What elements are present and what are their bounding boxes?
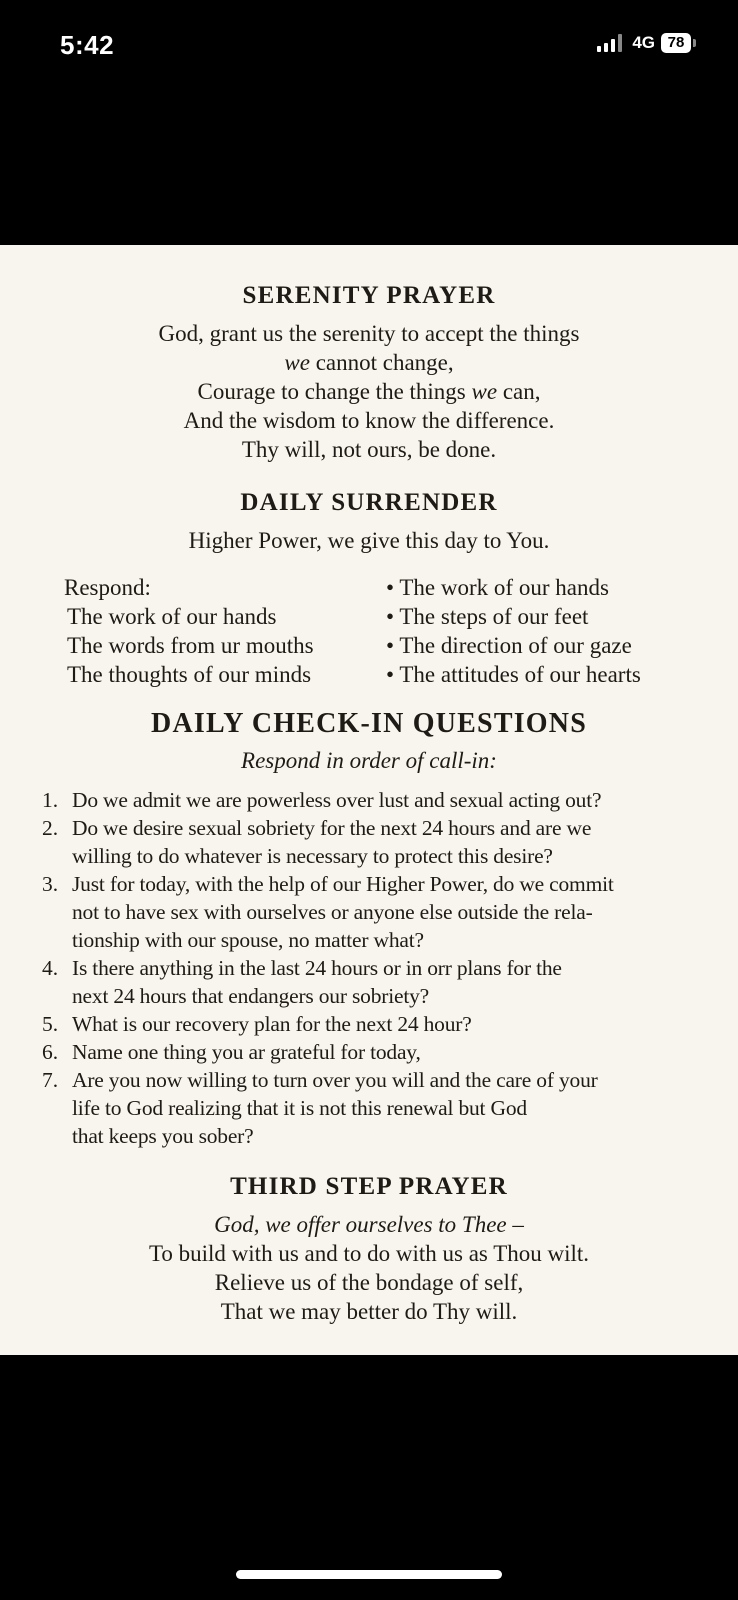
battery-icon <box>661 33 696 53</box>
question-text: Do we admit we are powerless over lust and sexual acting out? <box>72 788 602 812</box>
serenity-line-5: Thy will, not ours, be done. <box>241 437 497 462</box>
surrender-left-item: Respond: <box>64 575 151 600</box>
surrender-right-item: • The attitudes of our hearts <box>386 662 641 687</box>
third-step-line-2: To build with us and to do with us as Thou wilt. <box>148 1241 590 1266</box>
document-page <box>0 245 738 1355</box>
status-time: 5:42 <box>60 30 115 60</box>
serenity-line-3-post: can, <box>497 379 541 404</box>
question-text: Are you now willing to turn over you will and the care of your <box>72 1068 598 1092</box>
serenity-line-4: And the wisdom to know the difference. <box>183 408 555 433</box>
status-icons <box>597 33 696 53</box>
battery-level: 78 <box>661 33 691 53</box>
question-text: willing to do whatever is necessary to protect this desire? <box>72 844 553 868</box>
serenity-prayer-title: SERENITY PRAYER <box>242 282 496 309</box>
status-bar <box>0 0 738 96</box>
question-text: next 24 hours that endangers our sobriety? <box>72 984 430 1008</box>
surrender-intro: Higher Power, we give this day to You. <box>188 528 550 553</box>
serenity-line-2-text: cannot change, <box>309 350 454 375</box>
daily-surrender-title: DAILY SURRENDER <box>240 489 498 516</box>
serenity-line-3-pre: Courage to change the things <box>197 379 472 404</box>
question-text: that keeps you sober? <box>72 1124 254 1148</box>
question-text: Is there anything in the last 24 hours or in orr plans for the <box>72 956 562 980</box>
checkin-subtitle: Respond in order of call-in: <box>241 748 497 773</box>
question-number: 4. <box>42 956 59 980</box>
home-indicator[interactable] <box>236 1570 502 1579</box>
question-number: 3. <box>42 872 59 896</box>
surrender-left-item: The thoughts of our minds <box>67 662 312 687</box>
question-number: 1. <box>42 788 59 812</box>
question-text: not to have sex with ourselves or anyone else outside the rela- <box>72 900 593 924</box>
question-number: 2. <box>42 816 59 840</box>
question-number: 6. <box>42 1040 59 1064</box>
surrender-right-item: • The direction of our gaze <box>386 633 632 658</box>
surrender-right-item: • The steps of our feet <box>386 604 589 629</box>
surrender-right-item: • The work of our hands <box>386 575 609 600</box>
question-text: life to God realizing that it is not this renewal but God <box>72 1096 527 1120</box>
third-step-line-4: That we may better do Thy will. <box>220 1299 518 1324</box>
question-number: 5. <box>42 1012 59 1036</box>
question-number: 7. <box>42 1068 59 1092</box>
question-text: Do we desire sexual sobriety for the next 24 hours and are we <box>72 816 592 840</box>
third-step-prayer-title: THIRD STEP PRAYER <box>230 1173 508 1200</box>
question-text: Just for today, with the help of our Higher Power, do we commit <box>72 872 614 896</box>
network-type: 4G <box>632 33 655 52</box>
serenity-line-1: God, grant us the serenity to accept the things <box>158 321 580 346</box>
question-text: Name one thing you ar grateful for today, <box>72 1040 421 1064</box>
surrender-left-item: The work of our hands <box>67 604 277 629</box>
third-step-line-1: God, we offer ourselves to Thee – <box>214 1212 524 1237</box>
serenity-line-2-emphasis: we <box>284 350 310 375</box>
serenity-line-3 <box>0 379 738 405</box>
checkin-title: DAILY CHECK-IN QUESTIONS <box>151 708 587 739</box>
question-text: tionship with our spouse, no matter what? <box>72 928 424 952</box>
serenity-line-2 <box>0 350 738 376</box>
third-step-line-3: Relieve us of the bondage of self, <box>214 1270 524 1295</box>
surrender-left-item: The words from ur mouths <box>67 633 314 658</box>
cellular-signal-icon <box>597 34 622 52</box>
question-text: What is our recovery plan for the next 24 hour? <box>72 1012 472 1036</box>
serenity-line-3-emphasis: we <box>471 379 498 404</box>
